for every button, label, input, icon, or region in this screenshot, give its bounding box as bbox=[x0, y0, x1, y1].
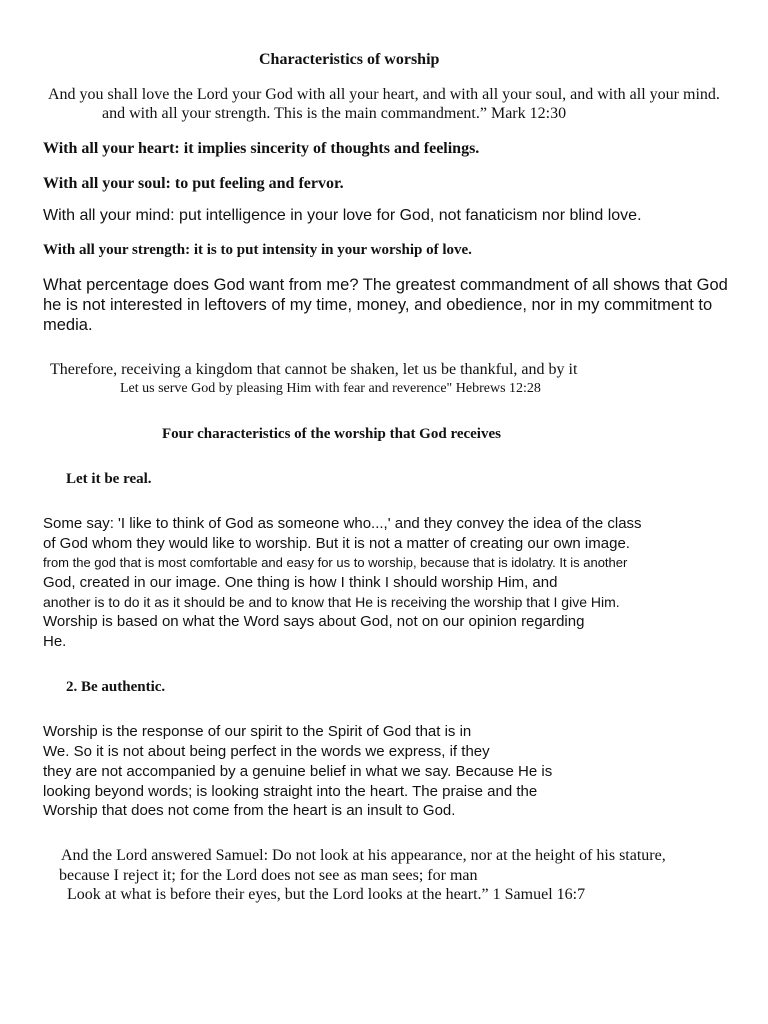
strength-statement: With all your strength: it is to put intensity in your worship of love. bbox=[43, 242, 472, 258]
verse-samuel-line-1: And the Lord answered Samuel: Do not look at his appearance, nor at the height of his stature, bbox=[61, 847, 666, 864]
point-2-heading: 2. Be authentic. bbox=[66, 679, 166, 695]
authentic-line-4: looking beyond words; is looking straight into the heart. The praise and the bbox=[43, 783, 538, 800]
percentage-line-3: media. bbox=[43, 316, 93, 334]
section-subtitle: Four characteristics of the worship that God receives bbox=[162, 426, 501, 442]
mind-statement: With all your mind: put intelligence in your love for God, not fanaticism nor blind love. bbox=[43, 207, 642, 224]
authentic-line-1: Worship is the response of our spirit to the Spirit of God that is in bbox=[43, 723, 472, 740]
real-line-1: Some say: 'I like to think of God as someone who...,' and they convey the idea of the class bbox=[43, 515, 642, 532]
verse-samuel-line-3: Look at what is before their eyes, but the Lord looks at the heart.” 1 Samuel 16:7 bbox=[67, 886, 586, 903]
real-line-3: from the god that is most comfortable and easy for us to worship, because that is idolatry. It is another bbox=[43, 555, 628, 570]
real-line-5: another is to do it as it should be and to know that He is receiving the worship that I give Him. bbox=[43, 594, 620, 610]
authentic-line-2: We. So it is not about being perfect in the words we express, if they bbox=[43, 743, 490, 760]
verse-samuel-line-2: because I reject it; for the Lord does not see as man sees; for man bbox=[59, 867, 478, 884]
percentage-line-2: he is not interested in leftovers of my time, money, and obedience, nor in my commitment to bbox=[43, 296, 713, 314]
verse-hebrews-line-1: Therefore, receiving a kingdom that cannot be shaken, let us be thankful, and by it bbox=[50, 361, 578, 378]
real-line-2: of God whom they would like to worship. But it is not a matter of creating our own image. bbox=[43, 535, 630, 552]
page-title: Characteristics of worship bbox=[259, 51, 440, 68]
verse-hebrews-line-2: Let us serve God by pleasing Him with fear and reverence" Hebrews 12:28 bbox=[120, 381, 541, 396]
real-line-7: He. bbox=[43, 633, 67, 650]
soul-statement: With all your soul: to put feeling and fervor. bbox=[43, 175, 344, 192]
point-1-heading: Let it be real. bbox=[66, 471, 152, 487]
real-line-4: God, created in our image. One thing is how I think I should worship Him, and bbox=[43, 574, 558, 591]
real-line-6: Worship is based on what the Word says about God, not on our opinion regarding bbox=[43, 613, 585, 630]
verse-mark-line-2: and with all your strength. This is the main commandment.” Mark 12:30 bbox=[102, 105, 567, 122]
verse-mark-line-1: And you shall love the Lord your God with all your heart, and with all your soul, and with all your mind. bbox=[48, 86, 720, 103]
percentage-line-1: What percentage does God want from me? The greatest commandment of all shows that God bbox=[43, 276, 728, 294]
heart-statement: With all your heart: it implies sincerity of thoughts and feelings. bbox=[43, 140, 480, 157]
authentic-line-3: they are not accompanied by a genuine belief in what we say. Because He is bbox=[43, 763, 553, 780]
authentic-line-5: Worship that does not come from the heart is an insult to God. bbox=[43, 802, 456, 819]
